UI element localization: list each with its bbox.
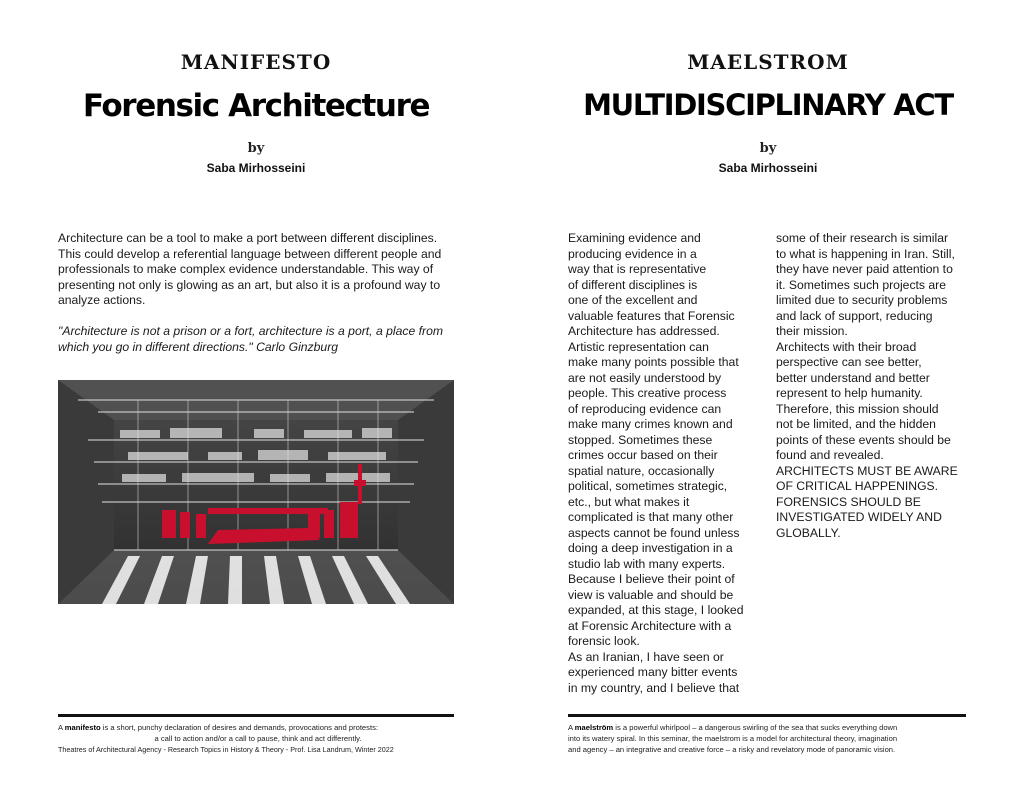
page-title: MULTIDISCIPLINARY ACT — [583, 88, 953, 122]
right-page — [512, 0, 1024, 791]
byline-by: by — [247, 141, 265, 156]
ginzburg-quote: "Architecture is not a prison or a fort, architecture is a port, a place from which you go in different directions." Carlo Ginzburg — [58, 324, 444, 354]
author-name: Saba Mirhosseini — [206, 161, 306, 175]
footnote-line1-text: is a powerful whirlpool – a dangerous swirling of the sea that sucks everything down — [613, 723, 898, 732]
byline-by: by — [759, 141, 777, 156]
maelstrom-footnote — [568, 722, 970, 755]
page-title: Forensic Architecture — [82, 88, 430, 124]
maelstrom-kicker: MAELSTROM — [687, 50, 849, 74]
footnote-line-1 — [58, 722, 458, 733]
essay-column-1: Examining evidence and producing evidence in a way that is representative of different disciplines is one of the excellent and valuable features that Forensic Architecture has addressed. Artistic representation can make many points possible that are not easily understood by people. This creative process of reproducing evidence can make many crimes known and stopped. Sometimes these crimes occur based on their spatial nature, occasionally political, sometimes strategic, etc., but what makes it complicated is that many other aspects cannot be found unless doing a deep investigation in a studio lab with many experts. Because I believe their point of view is valuable and should be expanded, at this stage, I looked at Forensic Architecture with a forensic look. As an Iranian, I have seen or experienced many bitter events in my country, and I believe that — [568, 231, 744, 695]
course-credit: Theatres of Architectural Agency - Research Topics in History & Theory - Prof. Lisa Landrum, Winter 2022 — [58, 745, 394, 754]
architecture-section-drawing — [58, 380, 454, 604]
author-name: Saba Mirhosseini — [718, 161, 818, 175]
footnote-divider — [568, 714, 966, 717]
red-walkway — [208, 508, 328, 514]
footnote-line-3: and agency – an integrative and creative force – a risky and revelatory mode of panoramic vision. — [568, 745, 896, 754]
section-drawing-svg — [58, 380, 454, 604]
footnote-term: manifesto — [64, 723, 101, 732]
footnote-divider — [58, 714, 454, 717]
intro-paragraph: Architecture can be a tool to make a port between different disciplines. This could develop a referential language between different people and professionals to make complex evidence understandable. This way of presenting not only is glowing as an art, but also it is a profound way to analyze actions. — [58, 231, 442, 307]
footnote-line-2: a call to action and/or a call to pause, think and act differently. — [154, 734, 362, 743]
footnote-line-1 — [568, 722, 970, 733]
footnote-prefix: A — [568, 723, 575, 732]
footnote-line1-text: is a short, punchy declaration of desires and demands, provocations and protests: — [100, 723, 378, 732]
footnote-prefix: A — [58, 723, 65, 732]
manifesto-footnote — [58, 722, 458, 755]
essay-column-2: some of their research is similar to what is happening in Iran. Still, they have never paid attention to it. Sometimes such projects are limited due to security problems and lack of support, reducing their mission. Architects with their broad perspective can see better, better understand and better represent to help humanity. Therefore, this mission should not be limited, and the hidden points of these events should be found and revealed. ARCHITECTS MUST BE AWARE OF CRITICAL HAPPENINGS. FORENSICS SHOULD BE INVESTIGATED WIDELY AND GLOBALLY. — [776, 231, 958, 540]
footnote-line-2: into its watery spiral. In this seminar, the maelstrom is a model for architectural theory, imagination — [568, 734, 898, 743]
footnote-term: maelström — [574, 723, 614, 732]
manifesto-kicker: MANIFESTO — [180, 50, 332, 74]
